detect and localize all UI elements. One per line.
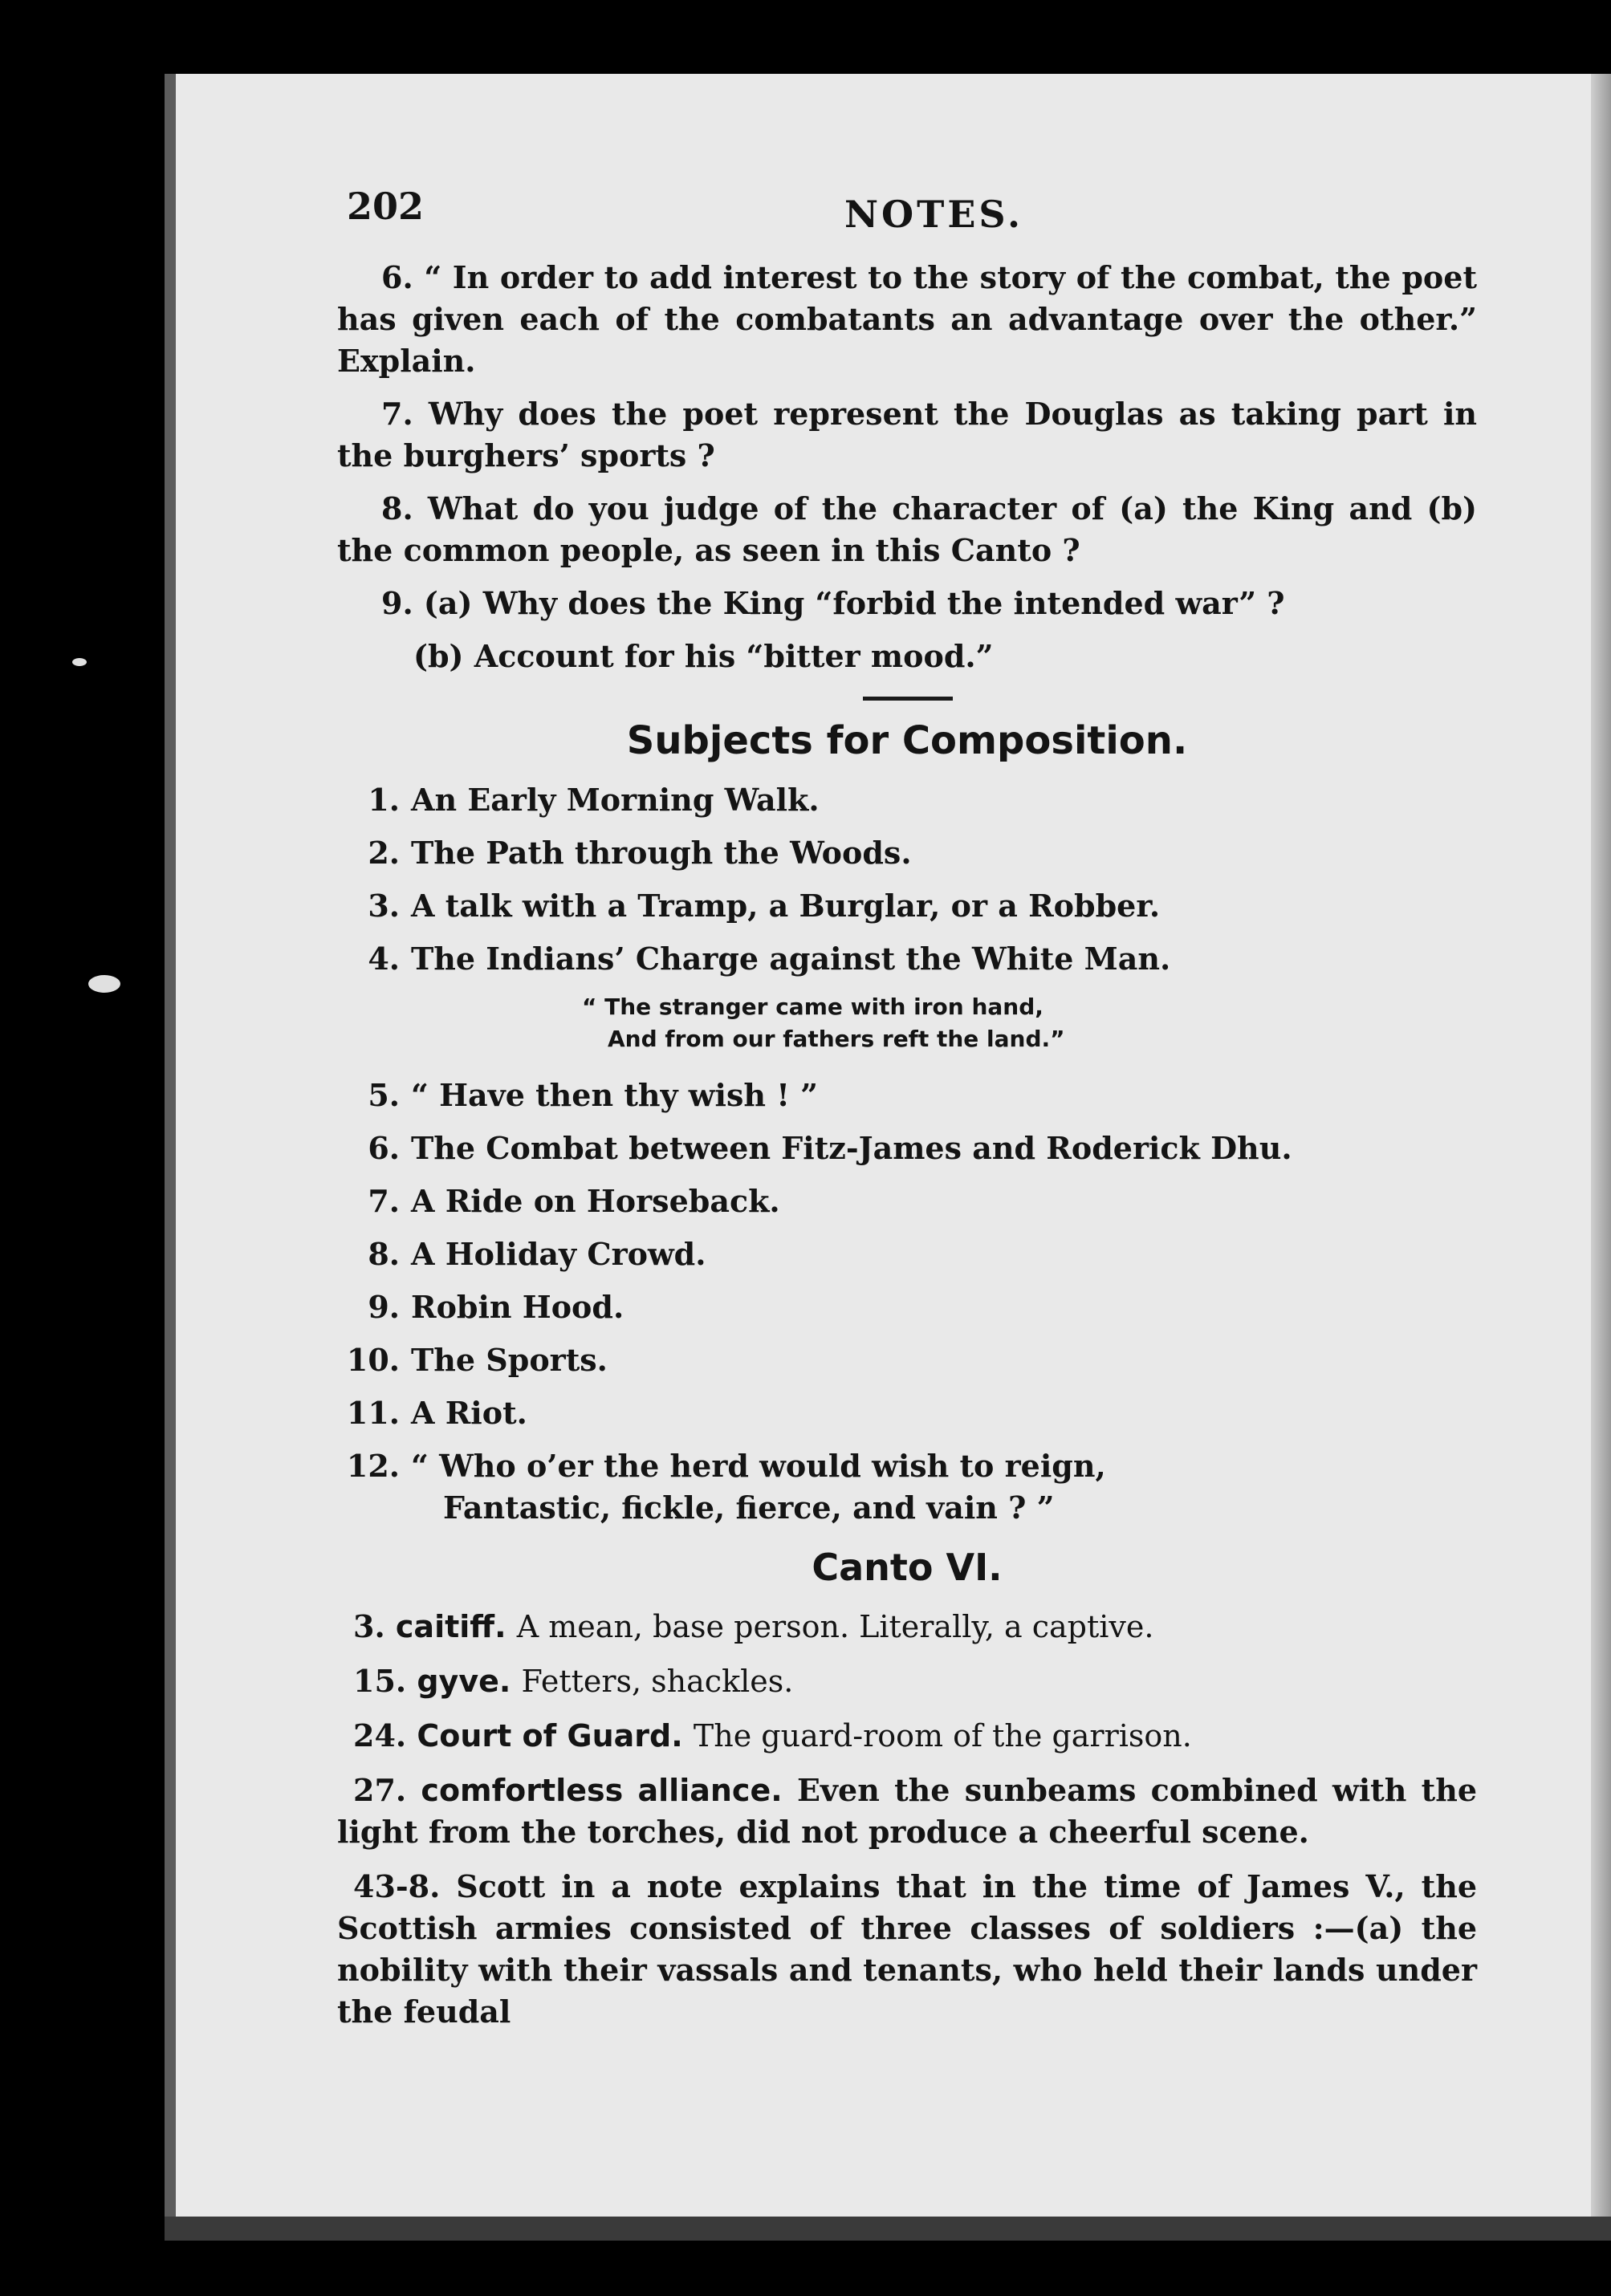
canto-title: Canto VI. [812,1546,1003,1589]
note-item-43: 43-8. Scott in a note explains that in the time of James V., the Scottish armies consisted of three classes of soldiers :—(a) the nobility with their vassals and tenants, who held their lands under the feudal [337,1868,1477,2030]
subject-item: 7. A Ride on Horseback. [368,1183,780,1219]
question-7: 7. Why does the poet represent the Douglas as taking part in the burghers’ sports ? [337,396,1478,473]
running-head: NOTES. [844,193,1024,236]
subject-12-line-1: “ Who o’er the herd would wish to reign, [411,1448,1106,1484]
question-6: 6. “ In order to add interest to the story of the combat, the poet has given each of the combatants an advantage over the other.” Explain. [337,259,1477,379]
margin-speck [72,658,87,666]
page-header [347,185,1487,241]
epigraph [582,991,1477,1055]
epigraph-line-1: “ The stranger came with iron hand, [582,994,1043,1020]
subject-item: 6. The Combat between Fitz-James and Roderick Dhu. [368,1130,1292,1166]
subjects-title: Subjects for Composition. [626,718,1188,763]
subject-12-line-2: Fantastic, fickle, fierce, and vain ? ” [443,1489,1055,1526]
page-bottom-shadow [165,2217,1611,2241]
section-divider [863,697,953,701]
note-text: Even the sunbeams combined with the light from the torches, did not produce a cheerful scene. [337,1772,1478,1850]
note-item: 27. comfortless alliance. Even the sunbeams combined with the light from the torches, did not produce a cheerful scene. [337,1772,1478,1850]
question-9b: (b) Account for his “bitter mood.” [413,638,994,674]
note-text: Fetters, shackles. [521,1664,794,1699]
subject-item-12: 12. “ Who o’er the herd would wish to reign, Fantastic, fickle, fierce, and vain ? ” [346,1448,1106,1526]
question-8: 8. What do you judge of the character of (a) the King and (b) the common people, as seen in this Canto ? [337,490,1477,568]
subject-item: 10. The Sports. [346,1342,608,1378]
subject-item: 4. The Indians’ Charge against the White Man. [368,941,1171,977]
subject-item: 9. Robin Hood. [368,1289,624,1325]
note-term: caitiff. [395,1609,506,1644]
note-item: 15. gyve. Fetters, shackles. [353,1663,794,1699]
note-text: Scott in a note explains that in the time of James V., the Scottish armies consisted of three classes of soldiers :—(a) the nobility with their vassals and tenants, who held their lands under the feudal [337,1868,1477,2030]
subjects-list-1 [337,779,1477,980]
subject-item: 11. A Riot. [346,1395,527,1431]
page-edge [1591,74,1611,2217]
note-text: A mean, base person. Literally, a captive. [516,1609,1154,1644]
page-number: 202 [347,185,425,228]
subjects-list-2 [337,1075,1477,1529]
subject-item: 3. A talk with a Tramp, a Burglar, or a Robber. [368,888,1161,924]
epigraph-line-2: And from our fathers reft the land.” [608,1026,1065,1052]
page-body [337,257,1477,2046]
subject-item: 8. A Holiday Crowd. [368,1236,706,1272]
note-item: 3. caitiff. A mean, base person. Literally, a captive. [353,1608,1154,1644]
subject-item: 1. An Early Morning Walk. [368,782,820,818]
subject-item: 2. The Path through the Woods. [368,835,912,871]
margin-speck [88,975,120,993]
subject-item: 5. “ Have then thy wish ! ” [368,1077,818,1113]
note-term: Court of Guard. [417,1718,683,1753]
note-term: gyve. [417,1664,511,1699]
question-9a: 9. (a) Why does the King “forbid the intended war” ? [381,585,1285,621]
note-text: The guard-room of the garrison. [693,1718,1192,1753]
note-term: comfortless alliance. [421,1773,783,1808]
note-item: 24. Court of Guard. The guard-room of the garrison. [353,1717,1192,1753]
